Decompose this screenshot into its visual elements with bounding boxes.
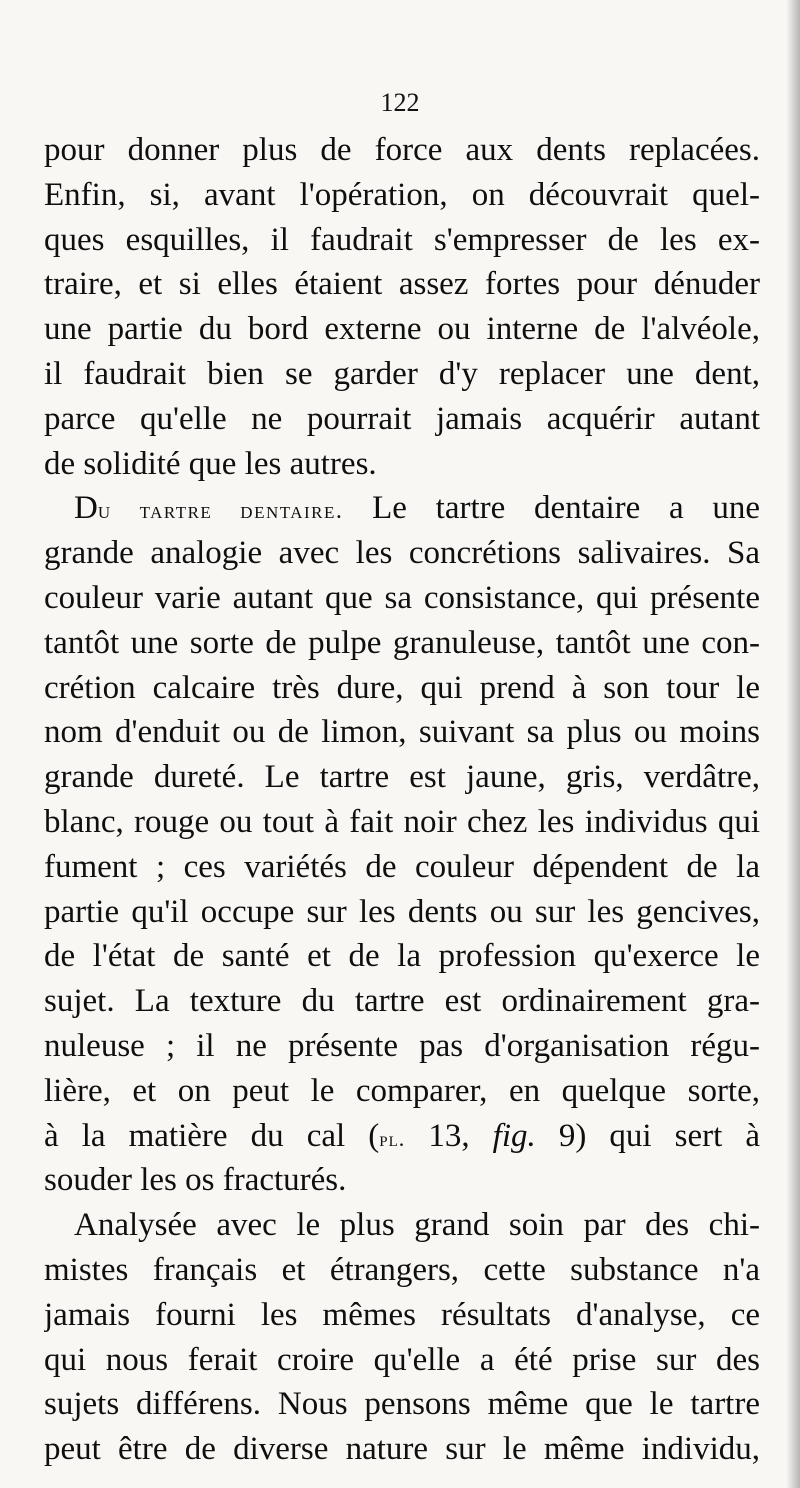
text-line: couleur varie autant que sa consistance, qui présente <box>44 579 760 616</box>
text-line: traire, et si elles étaient assez fortes pour dénuder <box>44 266 760 303</box>
figure-abbrev: fig. <box>492 1117 536 1154</box>
text-line: tantôt une sorte de pulpe granuleuse, tantôt une con- <box>44 624 760 661</box>
text-line: parce qu'elle ne pourrait jamais acquérir autant <box>44 400 760 437</box>
text-line: une partie du bord externe ou interne de l'alvéole, <box>44 311 760 348</box>
ref-text-before: à la matière du cal ( <box>44 1117 380 1154</box>
section-heading-line <box>44 486 760 531</box>
text-line: de l'état de santé et de la profession qu'exerce le <box>44 938 760 975</box>
text-line: mistes français et étrangers, cette substance n'a <box>44 1251 760 1288</box>
text-line: de solidité que les autres. <box>44 445 377 482</box>
text-line: peut être de diverse nature sur le même individu, <box>44 1431 760 1468</box>
text-line: souder les os fracturés. <box>44 1162 347 1199</box>
page-number: 122 <box>380 88 420 117</box>
text-line: sujet. La texture du tartre est ordinairement gra- <box>44 983 760 1020</box>
body-text <box>44 128 760 1472</box>
plate-abbrev: pl. <box>379 1125 406 1151</box>
page-edge-shadow <box>786 0 800 1488</box>
text-line: lière, et on peut le comparer, en quelque sorte, <box>44 1072 760 1109</box>
text-line: grande dureté. Le tartre est jaune, gris, verdâtre, <box>44 759 760 796</box>
text-line: ques esquilles, il faudrait s'empresser de les ex- <box>44 221 760 258</box>
text-line: pour donner plus de force aux dents replacées. <box>44 132 760 168</box>
text-line: Analysée avec le plus grand soin par des chi- <box>74 1207 760 1244</box>
text-line: sujets différens. Nous pensons même que le tartre <box>44 1386 760 1423</box>
ref-text-after: 9) qui sert à <box>535 1117 760 1154</box>
heading-line-text: Le tartre dentaire a une <box>343 490 760 527</box>
text-line: qui nous ferait croire qu'elle a été prise sur des <box>44 1341 760 1378</box>
text-line: grande analogie avec les concrétions salivaires. Sa <box>44 535 760 572</box>
heading-smallcaps: u tartre dentaire. <box>97 498 344 525</box>
text-line: nuleuse ; il ne présente pas d'organisation régu- <box>44 1027 760 1064</box>
plate-number: 13, <box>405 1117 493 1154</box>
text-line: nom d'enduit ou de limon, suivant sa plus ou moins <box>44 714 760 751</box>
text-line: partie qu'il occupe sur les dents ou sur les gencives, <box>44 893 760 930</box>
text-line: il faudrait bien se garder d'y replacer une dent, <box>44 355 760 392</box>
text-line: crétion calcaire très dure, qui prend à son tour le <box>44 669 760 706</box>
text-line: jamais fourni les mêmes résultats d'analyse, ce <box>44 1296 760 1333</box>
text-line: blanc, rouge ou tout à fait noir chez les individus qui <box>44 803 760 840</box>
plate-reference-line <box>44 1114 760 1159</box>
text-line: Enfin, si, avant l'opération, on découvrait quel- <box>44 176 760 213</box>
heading-initial: D <box>74 490 98 527</box>
text-line: fument ; ces variétés de couleur dépendent de la <box>44 848 760 885</box>
